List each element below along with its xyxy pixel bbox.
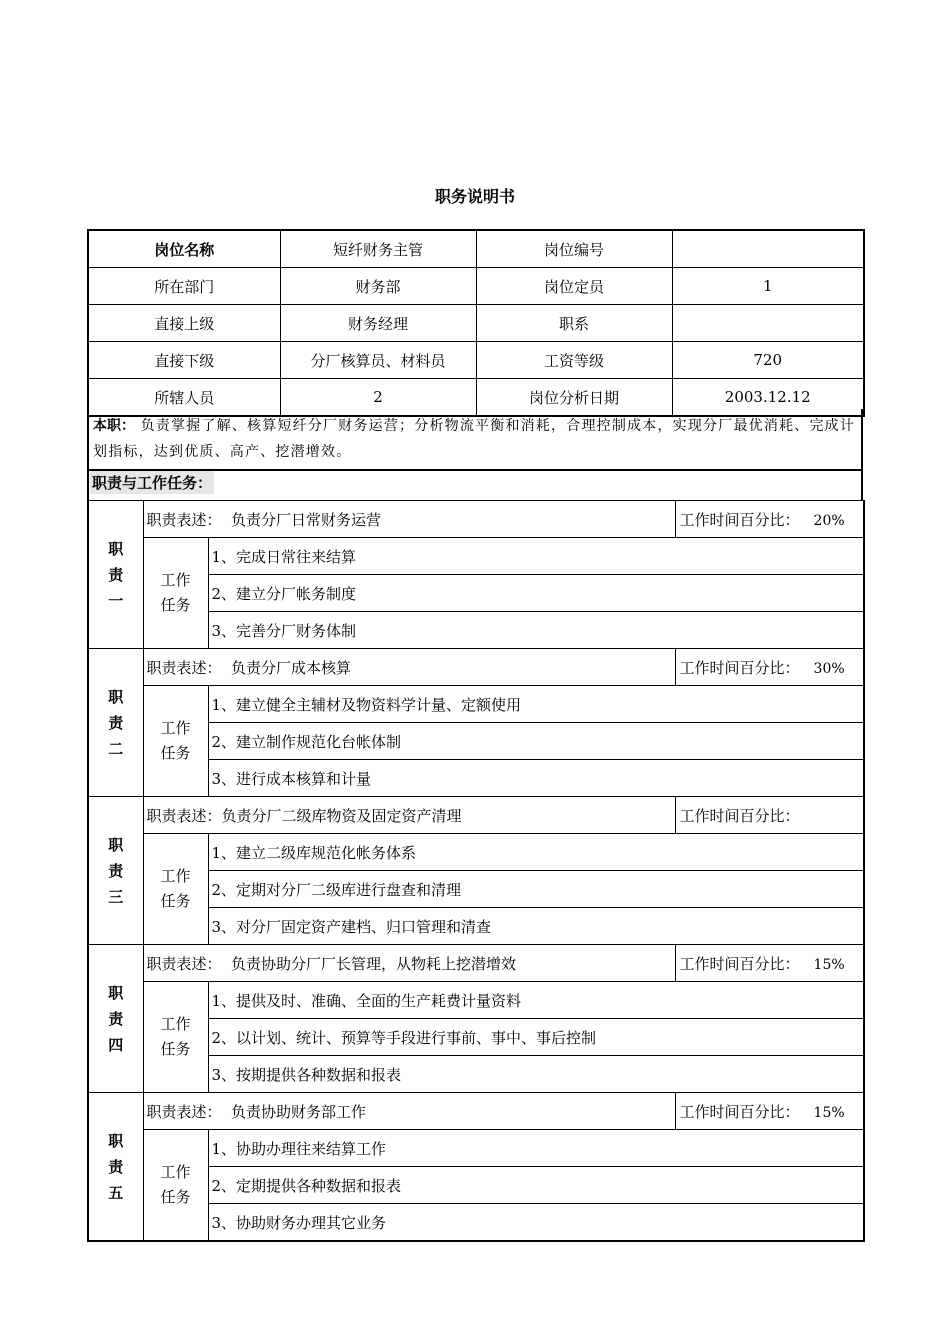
task-item: 3、完善分厂财务体制: [208, 612, 864, 649]
position-info-table: [87, 229, 865, 417]
info-row: [88, 342, 864, 379]
work-task-label: 工作 任务: [143, 1130, 208, 1242]
task-item: 2、定期提供各种数据和报表: [208, 1167, 864, 1204]
duty-desc-row: [88, 501, 864, 538]
work-task-label: 工作 任务: [143, 834, 208, 945]
duty-section-label: 职 责 三: [88, 797, 143, 945]
duty-desc-row: [88, 1093, 864, 1130]
duty-desc-row: [88, 945, 864, 982]
info-value-cell: 分厂核算员、材料员: [280, 342, 476, 379]
work-time-percentage: [675, 797, 864, 834]
duty-description: 职责表述： 负责分厂成本核算: [143, 649, 675, 686]
page-title: 职务说明书: [434, 187, 515, 206]
info-label-cell: 所在部门: [88, 268, 280, 305]
info-label-cell: 岗位名称: [88, 230, 280, 268]
responsibilities-header: [87, 464, 863, 500]
info-value-cell: 2003.12.12: [672, 379, 864, 417]
info-value-cell: [672, 230, 864, 268]
duty-summary: [87, 409, 863, 471]
task-item: 2、建立制作规范化台帐体制: [208, 723, 864, 760]
info-label-cell: 工资等级: [476, 342, 672, 379]
info-label-cell: 直接上级: [88, 305, 280, 342]
duty-description: 职责表述： 负责协助分厂厂长管理，从物耗上挖潜增效: [143, 945, 675, 982]
work-time-percentage: [675, 501, 864, 538]
task-item: 2、定期对分厂二级库进行盘查和清理: [208, 871, 864, 908]
duty-section-label: 职 责 四: [88, 945, 143, 1093]
work-time-percentage: [675, 1093, 864, 1130]
duty-description: 职责表述： 负责分厂日常财务运营: [143, 501, 675, 538]
info-value-cell: 短纤财务主管: [280, 230, 476, 268]
info-value-cell: 财务部: [280, 268, 476, 305]
task-row: [88, 1130, 864, 1167]
task-row: [88, 686, 864, 723]
duty-section-label: 职 责 二: [88, 649, 143, 797]
duty-description: 职责表述： 负责协助财务部工作: [143, 1093, 675, 1130]
duty-description: 职责表述：负责分厂二级库物资及固定资产清理: [143, 797, 675, 834]
work-task-label: 工作 任务: [143, 686, 208, 797]
task-item: 1、提供及时、准确、全面的生产耗费计量资料: [208, 982, 864, 1019]
info-value-cell: 1: [672, 268, 864, 305]
task-row: [88, 538, 864, 575]
work-time-percentage-label: 工作时间百分比：: [679, 1102, 800, 1121]
info-label-cell: 直接下级: [88, 342, 280, 379]
duty-summary-text: 负责掌握了解、核算短纤分厂财务运营；分析物流平衡和消耗，合理控制成本，实现分厂最优消耗、完成计划指标，达到优质、高产、挖潜增效。: [93, 418, 856, 460]
info-value-cell: 财务经理: [280, 305, 476, 342]
responsibilities-table: [87, 500, 865, 1242]
duty-desc-row: [88, 649, 864, 686]
info-row: [88, 230, 864, 268]
duty-summary-label: 本职：: [93, 418, 135, 434]
work-time-percentage: [675, 649, 864, 686]
task-item: 2、以计划、统计、预算等手段进行事前、事中、事后控制: [208, 1019, 864, 1056]
task-row: [88, 834, 864, 871]
info-label-cell: 职系: [476, 305, 672, 342]
work-time-percentage-value: 30%: [813, 660, 845, 677]
info-label-cell: 岗位分析日期: [476, 379, 672, 417]
work-time-percentage-value: 20%: [813, 512, 845, 529]
info-value-cell: 2: [280, 379, 476, 417]
duty-section-label: 职 责 一: [88, 501, 143, 649]
info-value-cell: [672, 305, 864, 342]
duty-section-label: 职 责 五: [88, 1093, 143, 1242]
work-time-percentage-value: 15%: [813, 956, 845, 973]
work-task-label: 工作 任务: [143, 982, 208, 1093]
task-item: 1、建立健全主辅材及物资料学计量、定额使用: [208, 686, 864, 723]
work-time-percentage-label: 工作时间百分比：: [679, 954, 800, 973]
task-item: 3、进行成本核算和计量: [208, 760, 864, 797]
info-label-cell: 所辖人员: [88, 379, 280, 417]
task-item: 1、协助办理往来结算工作: [208, 1130, 864, 1167]
task-item: 3、对分厂固定资产建档、归口管理和清查: [208, 908, 864, 945]
info-row: [88, 305, 864, 342]
work-time-percentage-label: 工作时间百分比：: [679, 658, 800, 677]
duty-desc-row: [88, 797, 864, 834]
work-time-percentage: [675, 945, 864, 982]
task-item: 3、按期提供各种数据和报表: [208, 1056, 864, 1093]
info-label-cell: 岗位定员: [476, 268, 672, 305]
work-task-label: 工作 任务: [143, 538, 208, 649]
info-label-cell: 岗位编号: [476, 230, 672, 268]
work-time-percentage-label: 工作时间百分比：: [679, 510, 800, 529]
info-row: [88, 268, 864, 305]
task-item: 2、建立分厂帐务制度: [208, 575, 864, 612]
task-item: 1、完成日常往来结算: [208, 538, 864, 575]
work-time-percentage-label: 工作时间百分比：: [679, 806, 800, 825]
task-item: 3、协助财务办理其它业务: [208, 1204, 864, 1242]
task-row: [88, 982, 864, 1019]
responsibilities-header-label: 职责与工作任务：: [90, 471, 214, 494]
info-value-cell: 720: [672, 342, 864, 379]
work-time-percentage-value: 15%: [813, 1104, 845, 1121]
task-item: 1、建立二级库规范化帐务体系: [208, 834, 864, 871]
